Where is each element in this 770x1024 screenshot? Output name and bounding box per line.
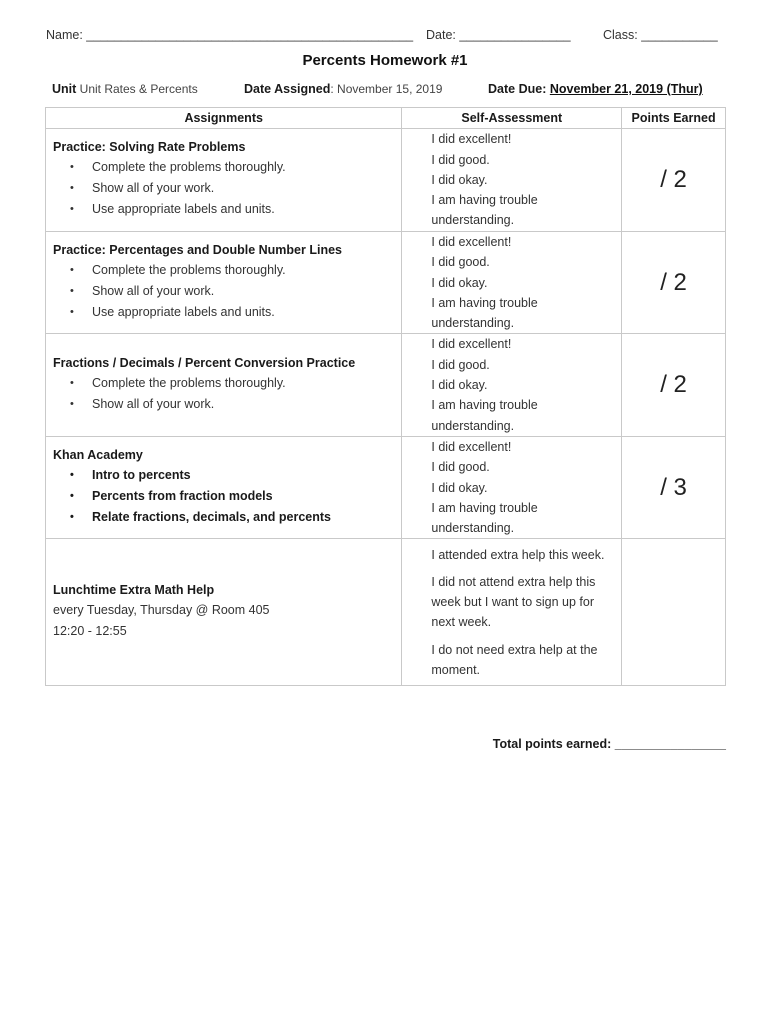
homework-table (45, 107, 726, 686)
list-item: • Relate fractions, decimals, and percents (53, 507, 395, 528)
points-cell: / 3 (622, 436, 726, 538)
self-assessment-cell (402, 436, 622, 538)
self-assessment-cell (402, 232, 622, 334)
date-assigned-info (244, 82, 442, 96)
header-self-assessment: Self-Assessment (402, 108, 622, 129)
assessment-option: I am having trouble (431, 295, 538, 310)
extra-help-time: 12:20 - 12:55 (53, 623, 127, 638)
unit-value: Unit Rates & Percents (76, 82, 198, 96)
list-item: • Show all of your work. (53, 394, 395, 415)
assessment-option: I am having trouble (431, 398, 538, 413)
list-item: • Intro to percents (53, 465, 395, 486)
page-title: Percents Homework #1 (302, 52, 468, 69)
student-info-line (46, 28, 726, 46)
assessment-option: I did excellent! (431, 132, 512, 147)
date-due-value: November 21, 2019 (Thur) (549, 82, 703, 96)
assignment-bullets (53, 157, 395, 220)
assignment-cell (46, 129, 402, 232)
table-row (46, 129, 726, 232)
points-cell: / 2 (622, 232, 726, 334)
assessment-option: understanding. (431, 316, 515, 331)
self-assessment-cell (402, 129, 622, 232)
assessment-option: I did excellent! (431, 337, 512, 352)
header-points-earned: Points Earned (622, 108, 726, 129)
assignment-title: Practice: Solving Rate Problems (53, 140, 246, 154)
assessment-option: understanding. (431, 418, 515, 433)
assessment-option: I did good. (431, 460, 490, 475)
total-points: Total points earned: ________________ (492, 737, 726, 751)
assessment-option: I did excellent! (431, 439, 512, 454)
list-item: • Show all of your work. (53, 178, 395, 199)
assessment-option: week but I want to sign up for (431, 595, 594, 610)
assignment-cell (46, 334, 402, 436)
name-field: Name: _______________________________________________ (46, 28, 414, 42)
assessment-option: understanding. (431, 213, 515, 228)
date-due-info (488, 82, 703, 96)
assessment-option: I did okay. (431, 172, 488, 187)
extra-help-schedule: every Tuesday, Thursday @ Room 405 (53, 602, 270, 617)
header-assignments: Assignments (46, 108, 402, 129)
list-item: • Complete the problems thoroughly. (53, 260, 395, 281)
list-item: • Complete the problems thoroughly. (53, 373, 395, 394)
table-row (46, 334, 726, 436)
assessment-option: I do not need extra help at the (431, 642, 598, 657)
assessment-option: I did not attend extra help this (431, 574, 596, 589)
assignment-title: Lunchtime Extra Math Help (53, 582, 215, 597)
table-row (46, 436, 726, 538)
table-row (46, 539, 726, 686)
list-item: • Show all of your work. (53, 281, 395, 302)
assignment-bullets (53, 465, 395, 528)
unit-info (52, 82, 198, 96)
list-item: • Percents from fraction models (53, 486, 395, 507)
assessment-option: I did good. (431, 255, 490, 270)
self-assessment-cell (402, 539, 622, 686)
assessment-option: I did good. (431, 152, 490, 167)
points-cell: / 2 (622, 129, 726, 232)
assessment-option: I did good. (431, 357, 490, 372)
date-field: Date: ________________ (426, 28, 571, 42)
assessment-option: moment. (431, 663, 481, 678)
points-cell: / 2 (622, 334, 726, 436)
date-assigned-label: Date Assigned (244, 82, 331, 96)
date-assigned-value: : November 15, 2019 (330, 82, 443, 96)
assessment-option: I attended extra help this week. (431, 547, 605, 562)
assignment-cell (46, 436, 402, 538)
assignment-cell (46, 539, 402, 686)
points-cell (622, 539, 726, 686)
self-assessment-cell (402, 334, 622, 436)
assignment-bullets (53, 373, 395, 415)
unit-label: Unit (52, 82, 77, 96)
date-due-label: Date Due (488, 82, 543, 96)
assessment-option: I am having trouble (431, 193, 538, 208)
date-due-colon: : (542, 82, 550, 96)
assignment-meta (52, 82, 722, 100)
assignment-cell (46, 232, 402, 334)
table-row (46, 232, 726, 334)
assessment-option: I did okay. (431, 378, 488, 393)
assessment-option: I am having trouble (431, 500, 538, 515)
assessment-option: I did okay. (431, 480, 488, 495)
table-header-row (46, 108, 726, 129)
assignment-title: Fractions / Decimals / Percent Conversion Practice (53, 355, 356, 370)
assessment-option: I did okay. (431, 275, 488, 290)
assignment-title: Khan Academy (53, 447, 143, 462)
assessment-option: I did excellent! (431, 235, 512, 249)
assessment-option: understanding. (431, 521, 515, 536)
assignment-title: Practice: Percentages and Double Number Lines (53, 242, 342, 257)
list-item: • Complete the problems thoroughly. (53, 157, 395, 178)
list-item: • Use appropriate labels and units. (53, 199, 395, 220)
list-item: • Use appropriate labels and units. (53, 302, 395, 323)
class-field: Class: ___________ (603, 28, 718, 42)
assignment-bullets (53, 260, 395, 323)
assessment-option: next week. (431, 615, 492, 630)
